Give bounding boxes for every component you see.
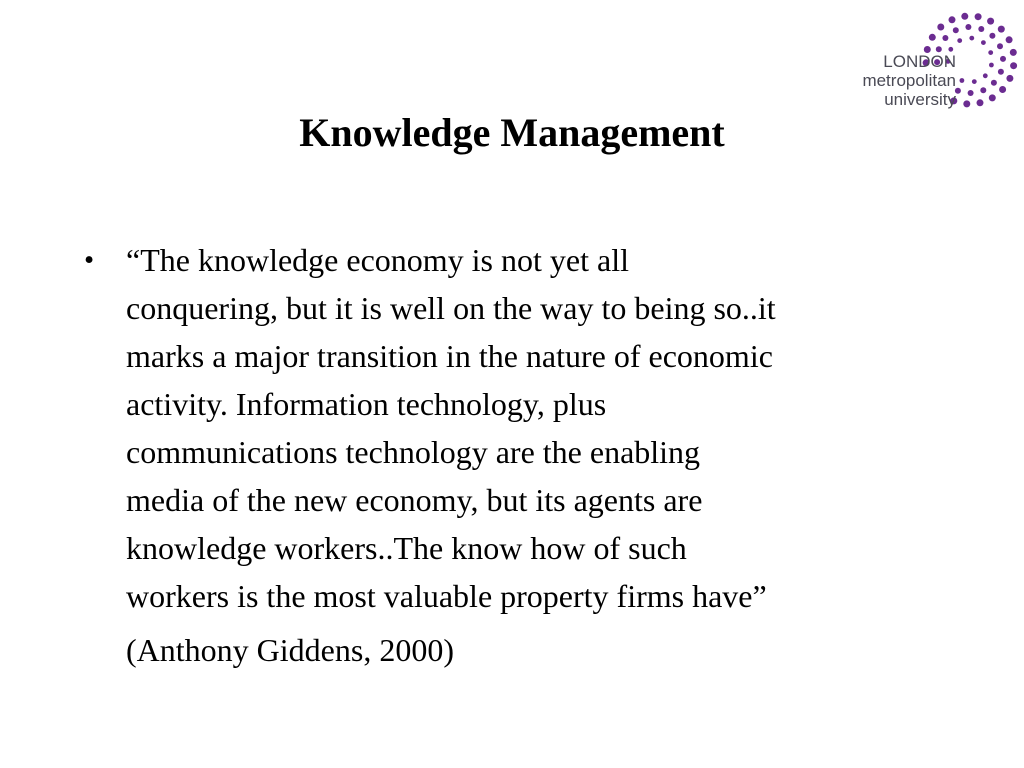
logo-dot: [1010, 49, 1017, 56]
logo-dot: [968, 90, 974, 96]
quote-citation: (Anthony Giddens, 2000): [126, 632, 454, 668]
quote-line: media of the new economy, but its agents are: [126, 482, 703, 518]
logo-dot: [1006, 36, 1013, 43]
quote-line: activity. Information technology, plus: [126, 386, 607, 422]
logo-dot: [942, 35, 948, 41]
logo-dot: [989, 33, 995, 39]
logo-dot: [989, 63, 994, 68]
bullet-item: [84, 236, 964, 674]
logo-dot: [975, 13, 982, 20]
logo-dot: [948, 47, 953, 52]
logo-line-london: LONDON: [883, 52, 956, 71]
logo-dot: [978, 26, 984, 32]
quote-line: marks a major transition in the nature of economic: [126, 338, 773, 374]
logo-dot: [965, 24, 971, 30]
logo-line-metropolitan: metropolitan: [862, 71, 956, 90]
quote-line: “The knowledge economy is not yet all: [126, 242, 629, 278]
slide-content: [84, 236, 964, 674]
logo-dot: [991, 80, 997, 86]
quote-line: communications technology are the enabling: [126, 434, 701, 470]
logo-dot: [998, 26, 1005, 33]
logo-dot: [987, 18, 994, 25]
logo-dot: [937, 24, 944, 31]
quote-line: workers is the most valuable property firms have”: [126, 578, 767, 614]
logo-dot: [972, 79, 977, 84]
logo-dot: [977, 99, 984, 106]
logo-dot: [1006, 75, 1013, 82]
logo-dot: [957, 38, 962, 43]
slide-title: Knowledge Management: [299, 110, 725, 155]
logo-dot: [963, 100, 970, 107]
logo-dot: [929, 34, 936, 41]
logo-dot: [961, 13, 968, 20]
logo-wordmark: [844, 52, 956, 109]
logo-dot: [988, 50, 993, 55]
logo-dot: [989, 94, 996, 101]
logo-dot: [980, 87, 986, 93]
quote-text: [126, 236, 964, 620]
bullet-icon: •: [84, 244, 95, 276]
logo-dot: [949, 16, 956, 23]
logo-dot: [998, 69, 1004, 75]
logo-dot: [981, 40, 986, 45]
logo-dot: [1000, 56, 1006, 62]
university-logo: [836, 4, 1022, 120]
logo-dot: [999, 86, 1006, 93]
quote-line: knowledge workers..The know how of such: [126, 530, 687, 566]
logo-dot: [997, 43, 1003, 49]
logo-dot: [983, 73, 988, 78]
logo-dot: [953, 27, 959, 33]
logo-dot: [1010, 62, 1017, 69]
logo-line-university: university: [884, 90, 956, 109]
quote-line: conquering, but it is well on the way to being so..it: [126, 290, 776, 326]
logo-dot: [960, 78, 965, 83]
logo-dot: [969, 36, 974, 41]
